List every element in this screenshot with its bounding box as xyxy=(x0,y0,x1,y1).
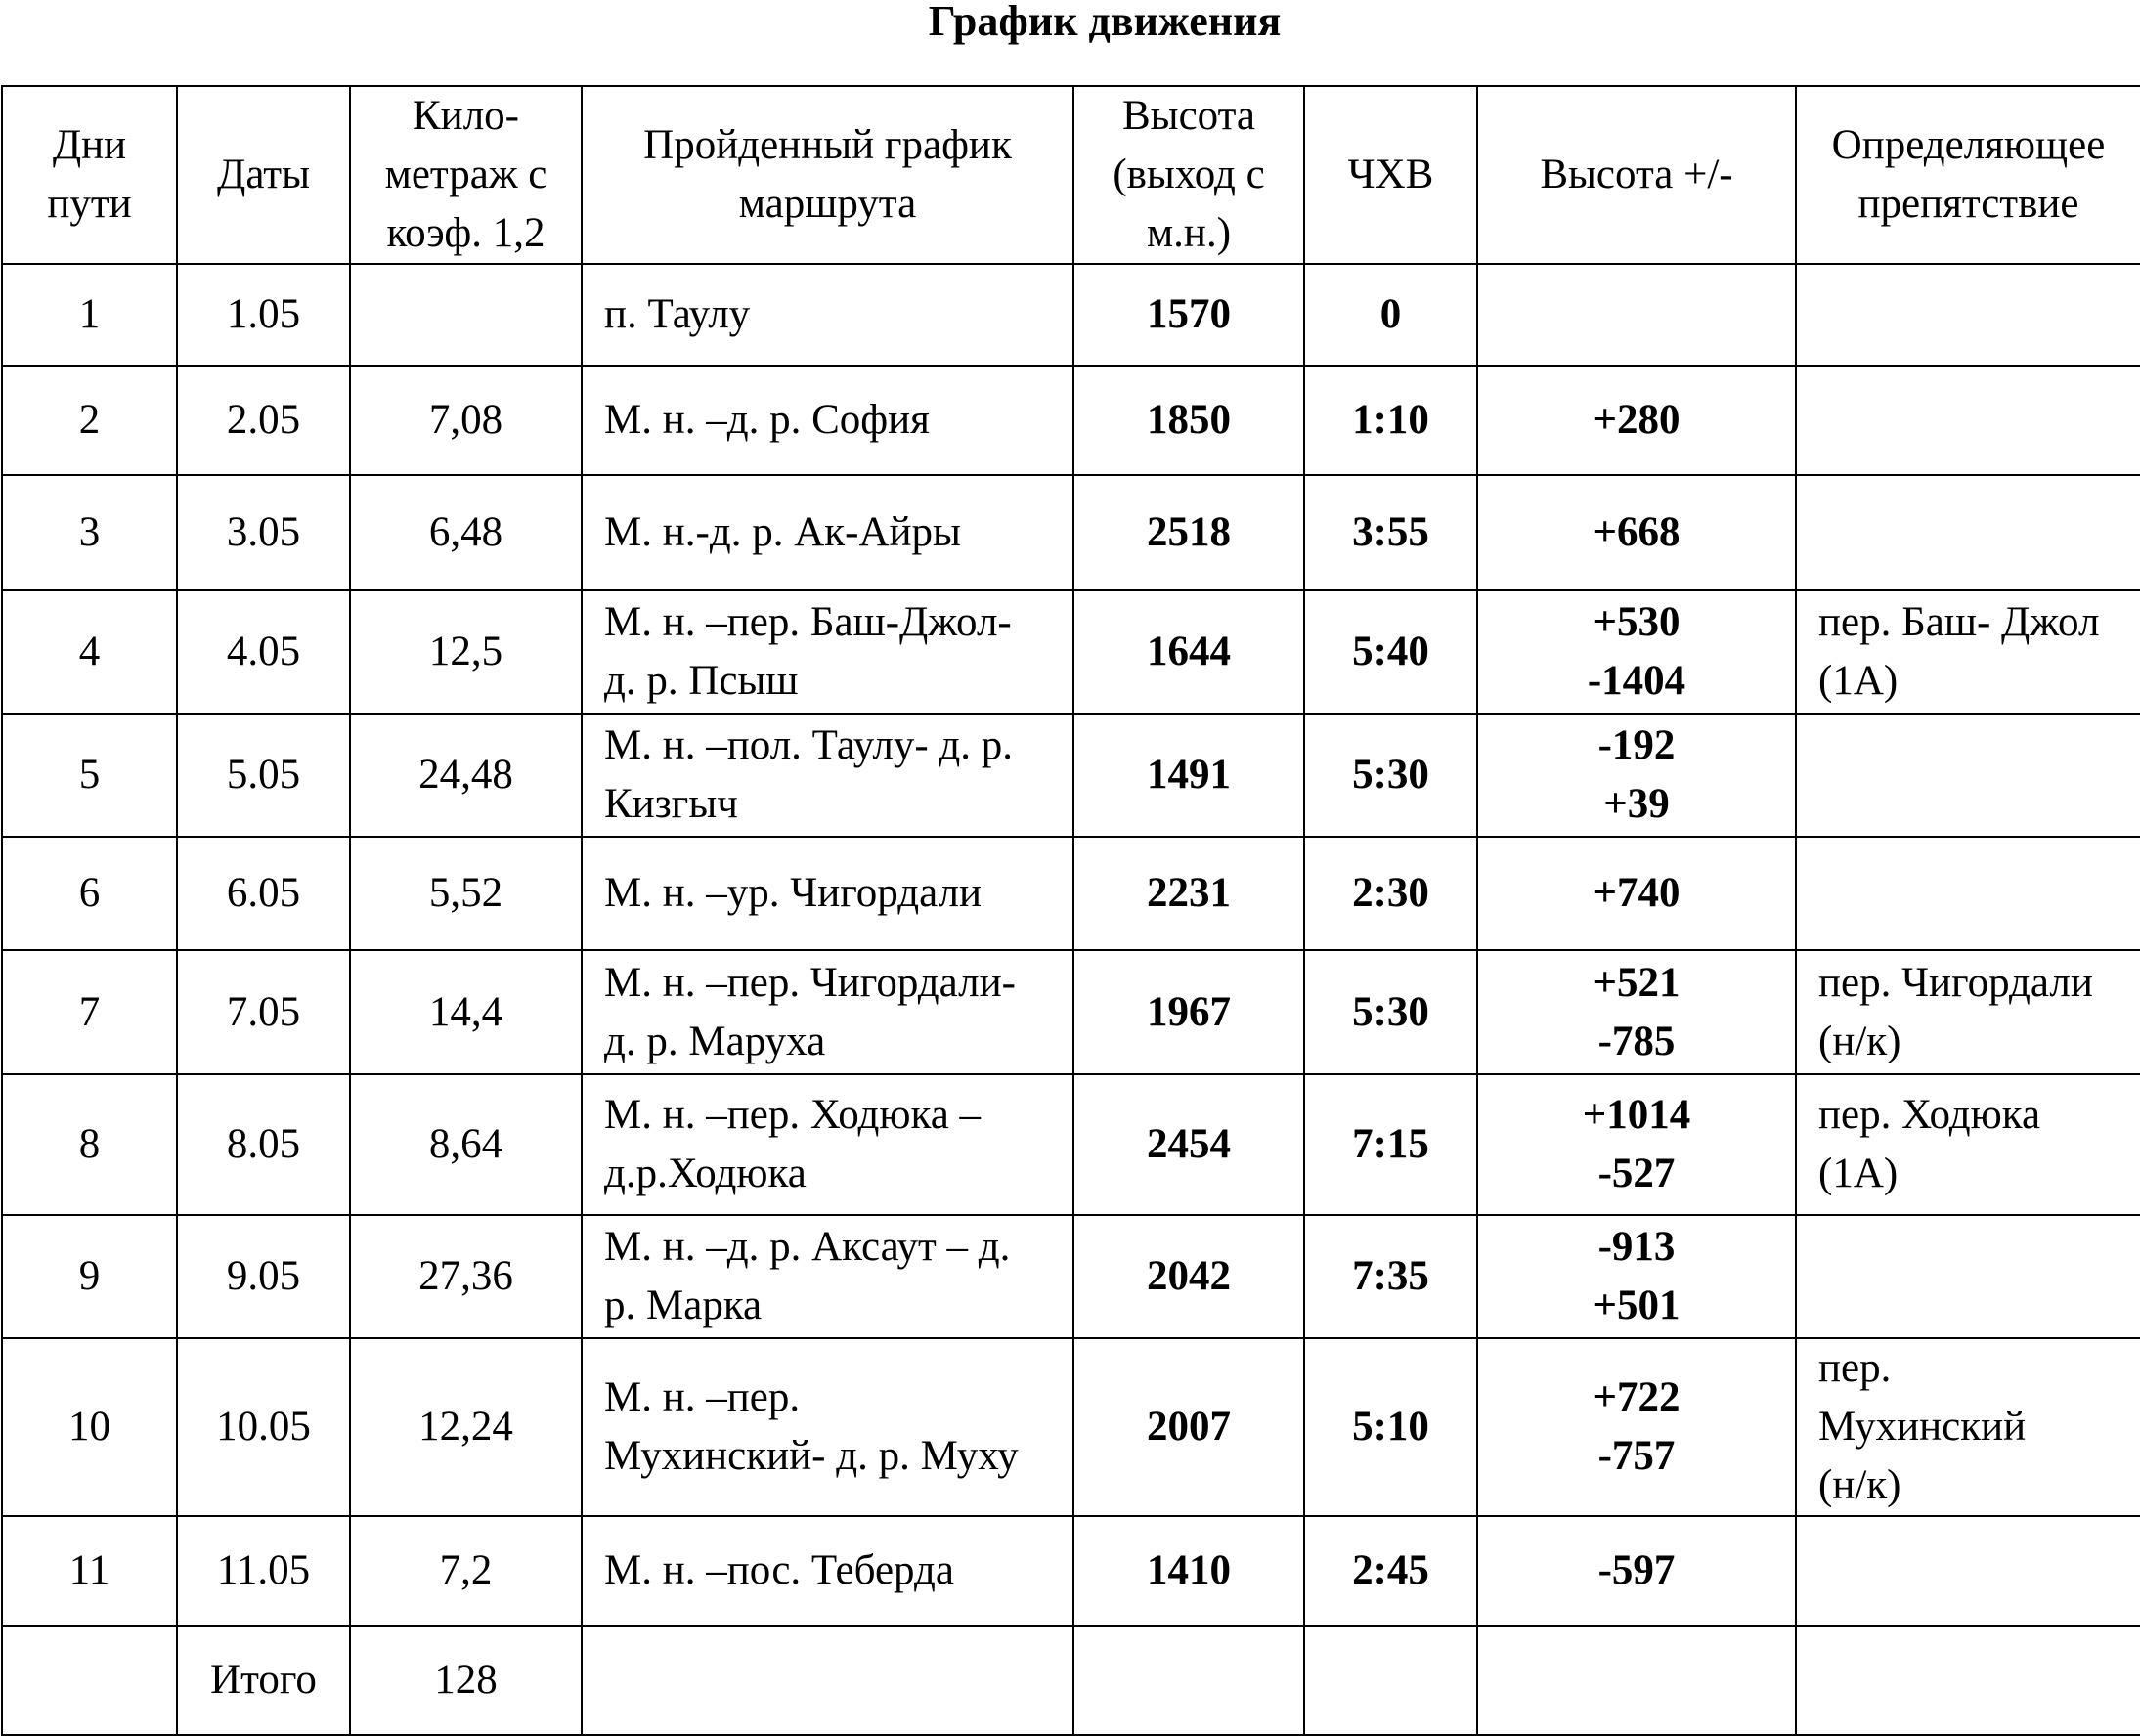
time-cell: 2:45 xyxy=(1304,1516,1477,1626)
cell-line: М. н. –пер. xyxy=(604,1374,801,1420)
km-cell: 27,36 xyxy=(350,1215,582,1338)
cell-line: д. р. Маруха xyxy=(604,1018,826,1064)
height-cell: 2454 xyxy=(1073,1074,1304,1215)
delta-cell xyxy=(1477,714,1796,837)
table-row xyxy=(2,950,2140,1074)
table-row xyxy=(2,1074,2140,1215)
cell-line: -785 xyxy=(1597,1018,1676,1064)
cell-line: М. н. –пер. Чигордали- xyxy=(604,959,1016,1006)
delta-cell xyxy=(1477,1516,1796,1626)
cell-line: +39 xyxy=(1603,781,1670,827)
date-cell: 2.05 xyxy=(177,366,350,475)
km-cell: 7,2 xyxy=(350,1516,582,1626)
cell-line: Кизгыч xyxy=(604,781,738,827)
header-height: Высота (выход с м.н.) xyxy=(1073,86,1304,264)
header-row xyxy=(2,86,2140,264)
date-cell: 5.05 xyxy=(177,714,350,837)
day-cell: 11 xyxy=(2,1516,177,1626)
km-cell: 14,4 xyxy=(350,950,582,1074)
total-row xyxy=(2,1626,2140,1735)
height-cell: 2007 xyxy=(1073,1338,1304,1516)
delta-cell xyxy=(1477,475,1796,590)
date-cell: 4.05 xyxy=(177,590,350,714)
height-cell: 1570 xyxy=(1073,264,1304,366)
day-cell: 5 xyxy=(2,714,177,837)
date-cell: 8.05 xyxy=(177,1074,350,1215)
date-cell: 10.05 xyxy=(177,1338,350,1516)
day-cell: 10 xyxy=(2,1338,177,1516)
date-cell: 9.05 xyxy=(177,1215,350,1338)
cell-line: д.р.Ходюка xyxy=(604,1150,807,1196)
cell-line: М. н. –д. р. Аксаут – д. xyxy=(604,1224,1011,1270)
delta-cell xyxy=(1477,264,1796,366)
km-cell: 12,5 xyxy=(350,590,582,714)
cell-line: -1404 xyxy=(1587,658,1686,704)
cell-line: +722 xyxy=(1593,1374,1681,1420)
cell-line: +668 xyxy=(1593,509,1681,555)
height-cell: 2042 xyxy=(1073,1215,1304,1338)
day-cell: 8 xyxy=(2,1074,177,1215)
cell-line: +1014 xyxy=(1582,1092,1691,1138)
obstacle-cell xyxy=(1796,1338,2140,1516)
obstacle-cell xyxy=(1796,475,2140,590)
cell-line: (1А) xyxy=(1818,1150,1899,1196)
cell-line: пер. xyxy=(1818,1345,1892,1391)
delta-cell xyxy=(1477,1338,1796,1516)
cell-line: +530 xyxy=(1593,599,1681,645)
cell-line: пер. Чигордали xyxy=(1818,959,2093,1006)
day-cell: 7 xyxy=(2,950,177,1074)
delta-cell xyxy=(1477,1215,1796,1338)
page-title: График движения xyxy=(928,0,1282,45)
time-cell: 7:15 xyxy=(1304,1074,1477,1215)
route-cell xyxy=(582,264,1073,366)
delta-cell xyxy=(1477,950,1796,1074)
cell-line: +521 xyxy=(1593,959,1681,1006)
obstacle-cell xyxy=(1796,264,2140,366)
cell-line: -527 xyxy=(1597,1150,1676,1196)
cell-line: +501 xyxy=(1593,1282,1681,1328)
time-cell: 5:30 xyxy=(1304,950,1477,1074)
route-cell xyxy=(582,1215,1073,1338)
route-cell xyxy=(582,366,1073,475)
route-cell xyxy=(582,1074,1073,1215)
day-cell: 9 xyxy=(2,1215,177,1338)
total-label: Итого xyxy=(177,1626,350,1735)
total-empty xyxy=(582,1626,1073,1735)
cell-line: М. н. –пос. Теберда xyxy=(604,1547,954,1593)
cell-line: -597 xyxy=(1597,1547,1676,1593)
schedule-table xyxy=(1,85,2140,1736)
header-route: Пройденный график маршрута xyxy=(582,86,1073,264)
cell-line: М. н.-д. р. Ак-Айры xyxy=(604,509,961,555)
date-cell: 3.05 xyxy=(177,475,350,590)
route-cell xyxy=(582,590,1073,714)
height-cell: 1850 xyxy=(1073,366,1304,475)
obstacle-cell xyxy=(1796,837,2140,950)
route-cell xyxy=(582,950,1073,1074)
header-time: ЧХВ xyxy=(1304,86,1477,264)
cell-line: (1А) xyxy=(1818,658,1899,704)
cell-line: -913 xyxy=(1597,1224,1676,1270)
cell-line: +740 xyxy=(1593,870,1681,916)
time-cell: 2:30 xyxy=(1304,837,1477,950)
cell-line: Мухинский- д. р. Муху xyxy=(604,1433,1019,1479)
km-cell xyxy=(350,264,582,366)
height-cell: 1410 xyxy=(1073,1516,1304,1626)
total-km: 128 xyxy=(350,1626,582,1735)
day-cell: 2 xyxy=(2,366,177,475)
obstacle-cell xyxy=(1796,1074,2140,1215)
cell-line: пер. Ходюка xyxy=(1818,1092,2041,1138)
km-cell: 24,48 xyxy=(350,714,582,837)
km-cell: 12,24 xyxy=(350,1338,582,1516)
header-obstacle: Определяющее препятствие xyxy=(1796,86,2140,264)
cell-line: М. н. –д. р. София xyxy=(604,397,930,443)
delta-cell xyxy=(1477,366,1796,475)
cell-line: (н/к) xyxy=(1818,1462,1901,1508)
total-empty xyxy=(1304,1626,1477,1735)
day-cell: 1 xyxy=(2,264,177,366)
cell-line: +280 xyxy=(1593,397,1681,443)
day-cell: 4 xyxy=(2,590,177,714)
km-cell: 8,64 xyxy=(350,1074,582,1215)
route-cell xyxy=(582,1516,1073,1626)
total-empty xyxy=(2,1626,177,1735)
time-cell: 5:40 xyxy=(1304,590,1477,714)
delta-cell xyxy=(1477,1074,1796,1215)
header-km: Кило- метраж с коэф. 1,2 xyxy=(350,86,582,264)
obstacle-cell xyxy=(1796,590,2140,714)
date-cell: 11.05 xyxy=(177,1516,350,1626)
time-cell: 3:55 xyxy=(1304,475,1477,590)
table-row xyxy=(2,366,2140,475)
obstacle-cell xyxy=(1796,950,2140,1074)
cell-line: п. Таулу xyxy=(604,291,751,337)
table-row xyxy=(2,1338,2140,1516)
cell-line: -757 xyxy=(1597,1433,1676,1479)
date-cell: 7.05 xyxy=(177,950,350,1074)
cell-line: М. н. –пер. Баш-Джол- xyxy=(604,599,1012,645)
delta-cell xyxy=(1477,590,1796,714)
total-empty xyxy=(1796,1626,2140,1735)
km-cell: 7,08 xyxy=(350,366,582,475)
km-cell: 6,48 xyxy=(350,475,582,590)
cell-line: пер. Баш- Джол xyxy=(1818,599,2100,645)
table-row xyxy=(2,1215,2140,1338)
day-cell: 6 xyxy=(2,837,177,950)
cell-line: -192 xyxy=(1597,722,1676,768)
table-row xyxy=(2,475,2140,590)
header-delta: Высота +/- xyxy=(1477,86,1796,264)
cell-line: М. н. –пол. Таулу- д. р. xyxy=(604,722,1014,768)
obstacle-cell xyxy=(1796,714,2140,837)
total-empty xyxy=(1477,1626,1796,1735)
table-row xyxy=(2,590,2140,714)
header-day: Дни пути xyxy=(2,86,177,264)
header-date: Даты xyxy=(177,86,350,264)
total-empty xyxy=(1073,1626,1304,1735)
height-cell: 1491 xyxy=(1073,714,1304,837)
route-cell xyxy=(582,837,1073,950)
route-cell xyxy=(582,714,1073,837)
date-cell: 1.05 xyxy=(177,264,350,366)
table-row xyxy=(2,837,2140,950)
cell-line: Мухинский xyxy=(1818,1404,2027,1450)
day-cell: 3 xyxy=(2,475,177,590)
cell-line: М. н. –пер. Ходюка – xyxy=(604,1092,982,1138)
cell-line: р. Марка xyxy=(604,1282,763,1328)
cell-line: (н/к) xyxy=(1818,1018,1901,1064)
delta-cell xyxy=(1477,837,1796,950)
route-cell xyxy=(582,475,1073,590)
table-row xyxy=(2,714,2140,837)
cell-line: д. р. Псыш xyxy=(604,658,799,704)
cell-line: М. н. –ур. Чигордали xyxy=(604,870,983,916)
route-cell xyxy=(582,1338,1073,1516)
obstacle-cell xyxy=(1796,366,2140,475)
time-cell: 7:35 xyxy=(1304,1215,1477,1338)
table-row xyxy=(2,1516,2140,1626)
height-cell: 1644 xyxy=(1073,590,1304,714)
height-cell: 2518 xyxy=(1073,475,1304,590)
time-cell: 1:10 xyxy=(1304,366,1477,475)
date-cell: 6.05 xyxy=(177,837,350,950)
time-cell: 5:10 xyxy=(1304,1338,1477,1516)
obstacle-cell xyxy=(1796,1516,2140,1626)
time-cell: 5:30 xyxy=(1304,714,1477,837)
km-cell: 5,52 xyxy=(350,837,582,950)
height-cell: 2231 xyxy=(1073,837,1304,950)
time-cell: 0 xyxy=(1304,264,1477,366)
table-row xyxy=(2,264,2140,366)
obstacle-cell xyxy=(1796,1215,2140,1338)
height-cell: 1967 xyxy=(1073,950,1304,1074)
